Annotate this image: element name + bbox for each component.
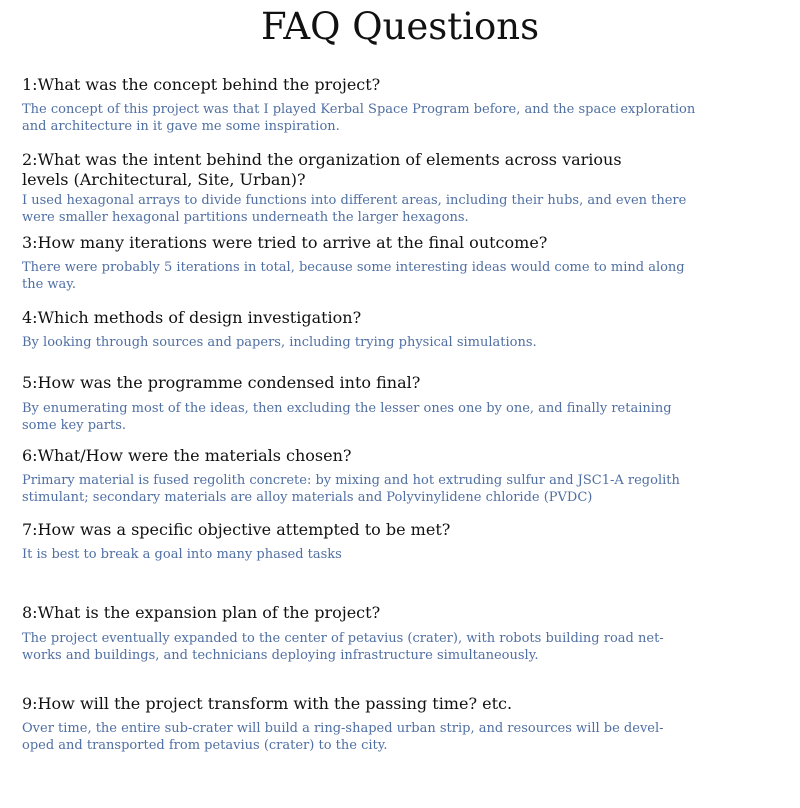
faq-answer: It is best to break a goal into many phased tasks — [22, 547, 342, 562]
faq-question: 5:How was the programme condensed into final? — [22, 373, 421, 392]
faq-item-6 — [22, 446, 782, 506]
faq-answer: Primary material is fused regolith concrete: by mixing and hot extruding sulfur and JSC1-A regolith stimulant; secondary materials are alloy materials and Polyvinylidene chloride (PVDC) — [22, 473, 680, 505]
faq-question: 6:What/How were the materials chosen? — [22, 446, 352, 465]
faq-answer: There were probably 5 iterations in total, because some interesting ideas would come to mind along the way. — [22, 260, 685, 292]
faq-item-5 — [22, 373, 782, 434]
faq-answer: I used hexagonal arrays to divide functions into different areas, including their hubs, and even there were smaller hexagonal partitions underneath the larger hexagons. — [22, 193, 687, 225]
faq-question: 2:What was the intent behind the organization of elements across various levels (Architectural, Site, Urban)? — [22, 150, 622, 189]
faq-answer: Over time, the entire sub-crater will build a ring-shaped urban strip, and resources will be devel- oped and transported from petavius (crater) to the city. — [22, 721, 664, 753]
faq-question: 3:How many iterations were tried to arrive at the final outcome? — [22, 233, 548, 252]
faq-answer: By looking through sources and papers, including trying physical simulations. — [22, 335, 537, 350]
faq-question: 4:Which methods of design investigation? — [22, 308, 362, 327]
faq-question: 8:What is the expansion plan of the project? — [22, 603, 381, 622]
faq-item-9 — [22, 694, 782, 754]
faq-answer: By enumerating most of the ideas, then excluding the lesser ones one by one, and finally retaining some key parts. — [22, 401, 672, 433]
faq-item-2 — [22, 150, 782, 226]
faq-answer: The concept of this project was that I played Kerbal Space Program before, and the space exploration and architecture in it gave me some inspiration. — [22, 102, 696, 134]
faq-item-7 — [22, 520, 782, 563]
faq-item-1 — [22, 75, 782, 135]
faq-item-8 — [22, 603, 782, 664]
faq-question: 1:What was the concept behind the project? — [22, 75, 381, 94]
page-title: FAQ Questions — [260, 5, 540, 48]
faq-question: 9:How will the project transform with the passing time? etc. — [22, 694, 513, 713]
faq-answer: The project eventually expanded to the center of petavius (crater), with robots building road net- works and buildings, and technicians deploying infrastructure simultaneously. — [22, 631, 664, 663]
faq-question: 7:How was a specific objective attempted to be met? — [22, 520, 451, 539]
faq-item-3 — [22, 233, 782, 293]
faq-item-4 — [22, 308, 782, 351]
